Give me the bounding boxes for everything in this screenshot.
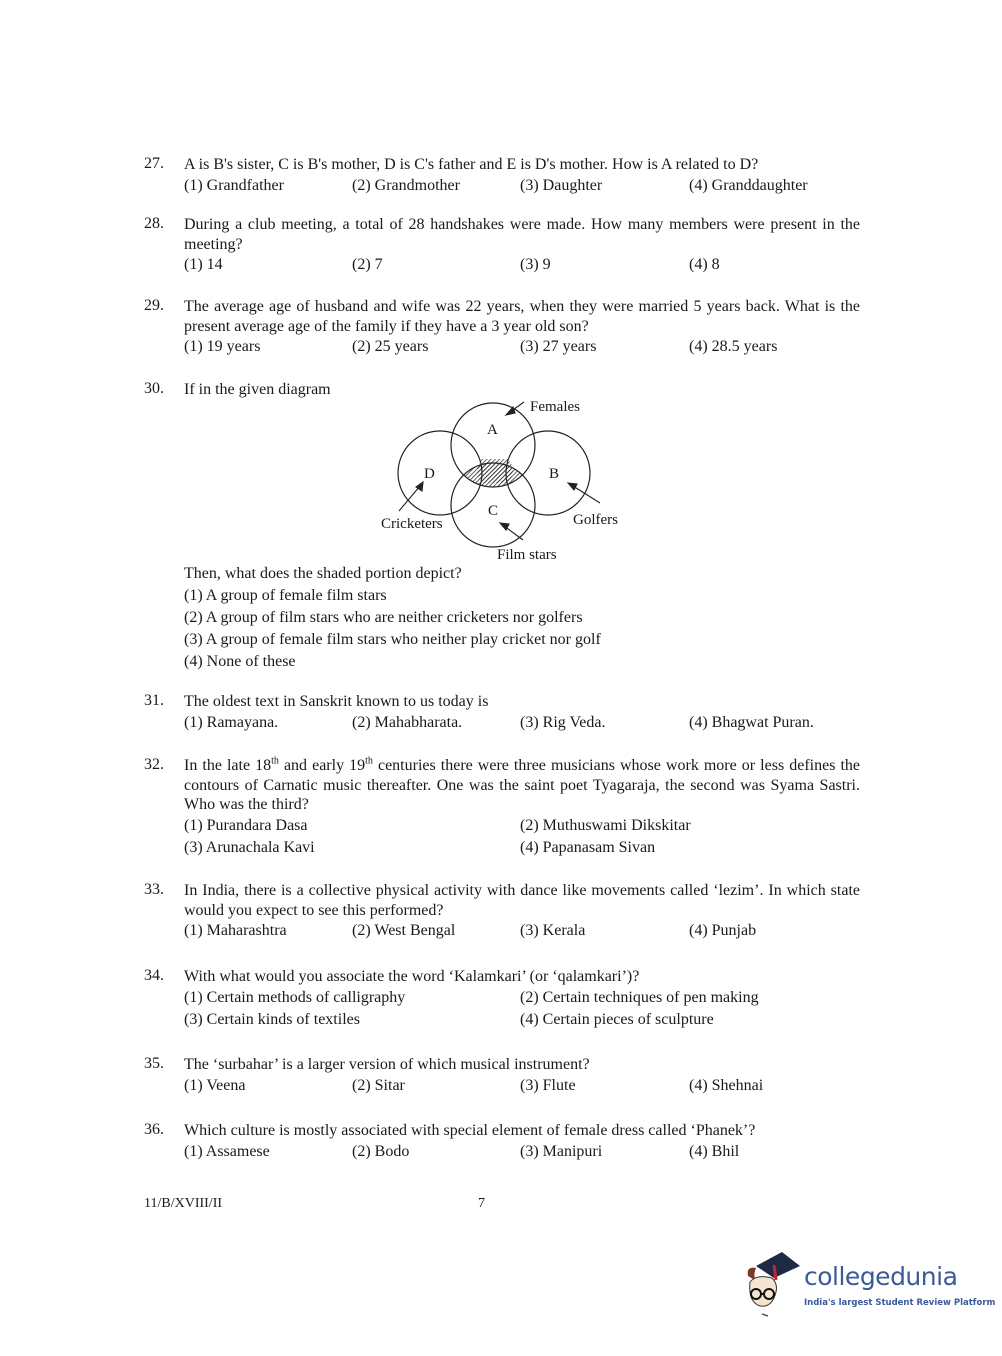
question-31	[144, 692, 860, 734]
question-text	[184, 756, 860, 815]
question-text: A is B's sister, C is B's mother, D is C's father and E is D's mother. How is A related to D?	[184, 156, 759, 173]
options-row	[184, 712, 860, 734]
label-film-stars: Film stars	[497, 547, 557, 563]
page-number: 7	[478, 1196, 485, 1211]
options-row	[184, 1141, 860, 1163]
label-C: C	[488, 503, 499, 519]
question-number: 27.	[144, 155, 164, 172]
options-row	[184, 1009, 860, 1031]
option-3: (3) 27 years	[520, 338, 597, 355]
option-4: (4) 8	[689, 256, 720, 273]
option-2: (2) West Bengal	[352, 922, 456, 939]
option-4: (4) Certain pieces of sculpture	[520, 1010, 714, 1028]
option-4: (4) None of these	[184, 653, 296, 670]
option-1: (1) Assamese	[184, 1142, 270, 1160]
text-part: centuries there were three musicians whose work more or less defines the contours of Carnatic music thereafter. One was the saint poet Tyagaraja, the second was Syama Sastri. Who was the third?	[184, 757, 861, 813]
option-2: (2) 7	[352, 256, 383, 273]
label-golfers: Golfers	[573, 512, 618, 528]
option-4: (4) 28.5 years	[689, 338, 778, 355]
option-1: (1) Certain methods of calligraphy	[184, 988, 406, 1006]
option-2: (2) Certain techniques of pen making	[520, 988, 759, 1006]
mascot-icon	[742, 1248, 802, 1320]
options-row	[184, 987, 860, 1009]
venn-diagram	[370, 393, 640, 573]
option-3: (3) Kerala	[520, 922, 586, 939]
question-number: 29.	[144, 297, 164, 314]
option-1: (1) 19 years	[184, 338, 261, 355]
question-33	[144, 881, 860, 942]
superscript: th	[271, 755, 279, 767]
options-row	[184, 336, 860, 358]
option-1: (1) Veena	[184, 1076, 246, 1094]
question-text: If in the given diagram	[184, 381, 331, 398]
question-text: During a club meeting, a total of 28 handshakes were made. How many members were present in the meeting?	[184, 216, 860, 253]
option-3: (3) Rig Veda.	[520, 713, 606, 731]
question-number: 31.	[144, 692, 164, 709]
option-4: (4) Papanasam Sivan	[520, 838, 656, 856]
option-3: (3) Arunachala Kavi	[184, 838, 315, 856]
label-females: Females	[530, 399, 580, 415]
question-35	[144, 1055, 860, 1097]
options-row	[184, 1075, 860, 1097]
question-number: 33.	[144, 881, 164, 898]
paper-code: 11/B/XVIII/II	[144, 1196, 223, 1211]
text-part: In the late 18	[184, 757, 272, 774]
label-cricketers: Cricketers	[381, 516, 443, 532]
question-number: 30.	[144, 380, 164, 397]
question-number: 32.	[144, 756, 164, 773]
option-2: (2) Mahabharata.	[352, 713, 463, 731]
question-27	[144, 155, 860, 197]
option-4: (4) Shehnai	[689, 1076, 764, 1094]
option-1: (1) 14	[184, 256, 223, 273]
options-row	[184, 815, 860, 837]
question-32	[144, 756, 860, 859]
option-3: (3) Daughter	[520, 176, 603, 194]
option-4: (4) Punjab	[689, 922, 757, 939]
label-D: D	[424, 466, 435, 482]
option-2: (2) Bodo	[352, 1142, 410, 1160]
option-1: (1) Maharashtra	[184, 922, 287, 939]
question-number: 28.	[144, 215, 164, 232]
question-29	[144, 297, 860, 358]
options-row	[184, 837, 860, 859]
brand-tagline: India's largest Student Review Platform	[804, 1298, 996, 1308]
venn-diagram-svg	[370, 393, 640, 568]
option-1: (1) A group of female film stars	[184, 587, 387, 604]
question-30-options	[144, 563, 860, 673]
options-row	[184, 920, 860, 942]
question-text: The oldest text in Sanskrit known to us today is	[184, 693, 489, 710]
option-4: (4) Bhagwat Puran.	[689, 713, 814, 731]
text-part: and early 19	[278, 757, 366, 774]
option-3: (3) Certain kinds of textiles	[184, 1010, 360, 1028]
question-number: 34.	[144, 967, 164, 984]
option-2: (2) A group of film stars who are neither cricketers nor golfers	[184, 609, 583, 626]
followup-text: Then, what does the shaded portion depict?	[184, 565, 462, 582]
option-3: (3) A group of female film stars who neither play cricket nor golf	[184, 631, 601, 648]
option-2: (2) Grandmother	[352, 176, 460, 194]
question-text: In India, there is a collective physical activity with dance like movements called ‘lezim’. In which state would you expect to see this performed?	[184, 882, 860, 919]
question-text: The ‘surbahar’ is a larger version of which musical instrument?	[184, 1056, 590, 1073]
options-row	[184, 254, 860, 276]
option-1: (1) Purandara Dasa	[184, 816, 308, 834]
option-2: (2) Sitar	[352, 1076, 405, 1094]
option-1: (1) Ramayana.	[184, 713, 279, 731]
question-number: 36.	[144, 1121, 164, 1138]
question-number: 35.	[144, 1055, 164, 1072]
option-1: (1) Grandfather	[184, 176, 284, 194]
question-text: With what would you associate the word ‘Kalamkari’ (or ‘qalamkari’)?	[184, 968, 640, 985]
option-3: (3) Flute	[520, 1076, 576, 1094]
label-A: A	[487, 422, 498, 438]
question-36	[144, 1121, 860, 1163]
superscript: th	[365, 755, 373, 767]
question-text: The average age of husband and wife was 22 years, when they were married 5 years back. What is the present average age of the family if they have a 3 year old son?	[184, 298, 860, 335]
option-3: (3) Manipuri	[520, 1142, 603, 1160]
option-4: (4) Granddaughter	[689, 176, 808, 194]
option-4: (4) Bhil	[689, 1142, 740, 1160]
options-row	[184, 175, 860, 197]
option-2: (2) 25 years	[352, 338, 429, 355]
option-3: (3) 9	[520, 256, 551, 273]
collegedunia-logo[interactable]	[742, 1248, 996, 1320]
question-34	[144, 967, 860, 1031]
label-B: B	[549, 466, 560, 482]
option-2: (2) Muthuswami Dikskitar	[520, 816, 691, 834]
brand-name: collegedunia	[804, 1262, 958, 1291]
question-28	[144, 215, 860, 276]
question-text: Which culture is mostly associated with special element of female dress called ‘Phanek’?	[184, 1122, 756, 1139]
